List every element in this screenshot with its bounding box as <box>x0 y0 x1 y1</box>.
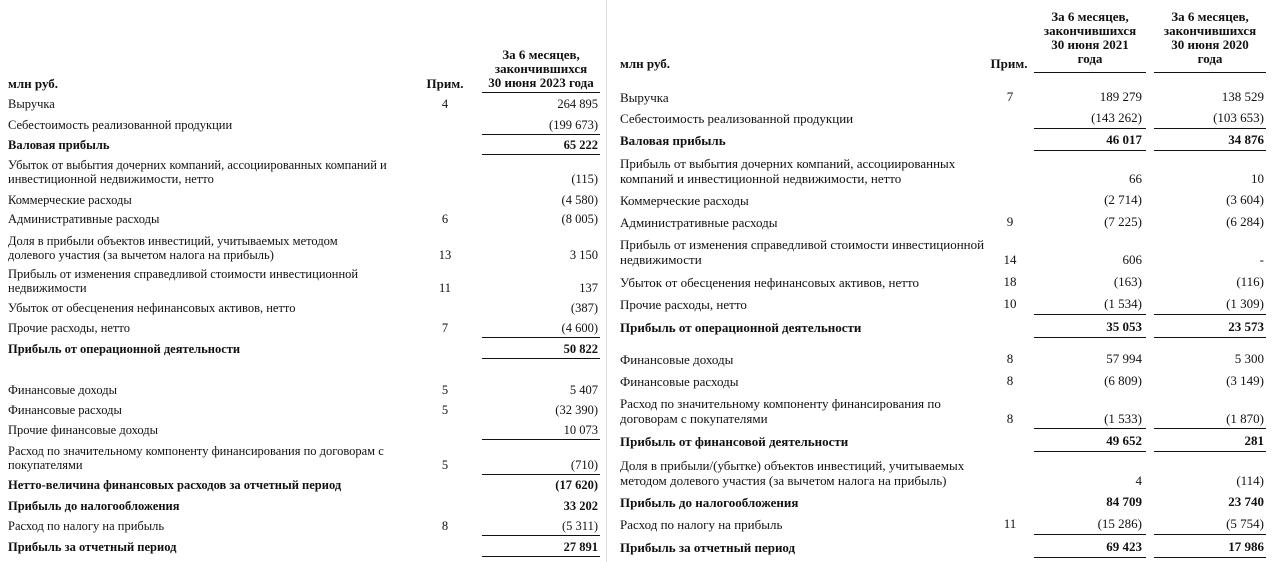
row-value-2021: 46 017 <box>1106 132 1142 147</box>
row-note: 10 <box>1003 296 1017 311</box>
table-row <box>0 97 604 111</box>
row-note: 11 <box>1003 516 1017 531</box>
row-value-2020: 10 <box>1251 171 1264 186</box>
underline-2020 <box>1154 150 1266 151</box>
row-value: 3 150 <box>569 248 598 262</box>
row-value-2020: 23 740 <box>1228 494 1264 509</box>
table-row <box>610 193 1280 208</box>
row-label: Прибыль до налогообложения <box>620 495 799 510</box>
table-row <box>610 540 1280 555</box>
row-label: Выручка <box>8 97 55 111</box>
row-value-2020: (6 284) <box>1226 214 1264 229</box>
table-row <box>610 111 1280 126</box>
row-value: 27 891 <box>563 540 598 554</box>
underline-2020 <box>1154 314 1266 315</box>
row-value-2020: (3 604) <box>1226 192 1264 207</box>
underline-2021 <box>1034 534 1146 535</box>
table-row <box>0 158 604 186</box>
row-value-2020: 34 876 <box>1228 132 1264 147</box>
row-label: Нетто-величина финансовых расходов за отчетный период <box>8 478 342 492</box>
row-note: 6 <box>441 212 449 226</box>
row-label: Расход по налогу на прибыль <box>620 517 783 532</box>
row-value-2020: (5 754) <box>1226 516 1264 531</box>
row-value-2021: (143 262) <box>1091 110 1142 125</box>
row-note: 7 <box>1006 89 1014 104</box>
header-underline-2 <box>1154 72 1266 73</box>
underline-2020 <box>1154 337 1266 338</box>
row-value: (17 620) <box>555 478 598 492</box>
row-label: Прибыль до налогообложения <box>8 499 180 513</box>
underline-2020 <box>1154 534 1266 535</box>
row-value-2021: 49 652 <box>1106 433 1142 448</box>
row-label: Валовая прибыль <box>620 133 726 148</box>
note-header: Прим. <box>426 76 464 91</box>
header-underline-1 <box>1034 72 1146 73</box>
table-row <box>0 321 604 335</box>
row-label: Прибыль от изменения справедливой стоимости инвестиционной недвижимости <box>8 267 359 295</box>
table-row <box>610 352 1280 367</box>
row-value-2020: (1 309) <box>1226 296 1264 311</box>
row-label: Себестоимость реализованной продукции <box>620 111 854 126</box>
period-header: За 6 месяцев, закончившихся 30 июня 2023 года <box>488 47 594 90</box>
row-value: (8 005) <box>561 212 598 226</box>
row-label: Коммерческие расходы <box>620 193 749 208</box>
subtotal-line <box>482 535 600 536</box>
row-value-2021: 57 994 <box>1106 351 1142 366</box>
row-note: 11 <box>438 281 452 295</box>
table-row <box>610 458 1280 488</box>
row-note: 4 <box>441 97 449 111</box>
row-value-2021: 84 709 <box>1106 494 1142 509</box>
row-label: Административные расходы <box>8 212 160 226</box>
underline-2021 <box>1034 557 1146 558</box>
row-value-2021: (1 534) <box>1104 296 1142 311</box>
row-value-2020: - <box>1259 252 1264 267</box>
row-value: 264 895 <box>557 97 598 111</box>
table-row <box>0 301 604 315</box>
table-row <box>610 133 1280 148</box>
subtotal-line <box>482 337 600 338</box>
panel-divider <box>606 0 607 562</box>
note-header: Прим. <box>990 56 1028 71</box>
total-line <box>482 154 600 155</box>
row-value-2021: 35 053 <box>1106 319 1142 334</box>
row-value-2021: (163) <box>1113 274 1142 289</box>
row-value-2021: (7 225) <box>1104 214 1142 229</box>
row-value: (32 390) <box>555 403 598 417</box>
underline-2021 <box>1034 150 1146 151</box>
income-statement-2023 <box>0 0 604 562</box>
row-label: Прибыль от операционной деятельности <box>8 342 241 356</box>
row-value-2020: (1 870) <box>1226 411 1264 426</box>
row-value-2020: (116) <box>1236 274 1264 289</box>
table-row <box>610 275 1280 290</box>
row-value-2020: 5 300 <box>1234 351 1264 366</box>
row-value: (115) <box>571 172 598 186</box>
row-label: Прочие расходы, нетто <box>620 297 747 312</box>
row-label: Административные расходы <box>620 215 778 230</box>
subtotal-line <box>482 474 600 475</box>
table-row <box>610 396 1280 426</box>
row-label: Коммерческие расходы <box>8 193 132 207</box>
row-value-2021: 4 <box>1135 473 1142 488</box>
table-row <box>0 118 604 132</box>
row-value-2021: (2 714) <box>1104 192 1142 207</box>
underline-2021 <box>1034 451 1146 452</box>
row-label: Финансовые доходы <box>8 383 117 397</box>
row-value-2021: 606 <box>1122 252 1142 267</box>
table-row <box>610 90 1280 105</box>
table-row <box>0 403 604 417</box>
row-note: 18 <box>1003 274 1017 289</box>
row-value-2021: 69 423 <box>1106 539 1142 554</box>
underline-2020 <box>1154 557 1266 558</box>
row-value-2021: (1 533) <box>1104 411 1142 426</box>
table-row <box>0 342 604 356</box>
table-row <box>610 320 1280 335</box>
unit-label: млн руб. <box>620 56 671 71</box>
row-note: 8 <box>1006 373 1014 388</box>
row-label: Себестоимость реализованной продукции <box>8 118 233 132</box>
row-value: (199 673) <box>549 118 598 132</box>
income-statement-2021-2020 <box>610 0 1280 562</box>
underline-2021 <box>1034 314 1146 315</box>
table-row <box>0 267 604 295</box>
row-note: 5 <box>441 458 449 472</box>
row-value-2020: 281 <box>1244 433 1264 448</box>
underline-2020 <box>1154 428 1266 429</box>
row-note: 5 <box>441 403 449 417</box>
total-line <box>482 358 600 359</box>
row-note: 8 <box>441 519 449 533</box>
row-label: Расход по налогу на прибыль <box>8 519 165 533</box>
unit-label: млн руб. <box>8 76 59 91</box>
table-row <box>610 156 1280 186</box>
row-value: (5 311) <box>562 519 598 533</box>
row-label: Валовая прибыль <box>8 138 110 152</box>
row-label: Финансовые расходы <box>8 403 122 417</box>
row-value-2021: (15 286) <box>1097 516 1142 531</box>
row-label: Прибыль за отчетный период <box>620 540 796 555</box>
table-row <box>0 193 604 207</box>
total-line <box>482 556 600 557</box>
row-value-2020: 138 529 <box>1221 89 1264 104</box>
row-note: 13 <box>438 248 452 262</box>
row-value: 137 <box>579 281 598 295</box>
row-label: Прочие расходы, нетто <box>8 321 130 335</box>
row-label: Прибыль за отчетный период <box>8 540 177 554</box>
row-value: 65 222 <box>563 138 598 152</box>
table-row <box>610 374 1280 389</box>
table-row <box>610 517 1280 532</box>
row-value: (710) <box>570 458 598 472</box>
table-row <box>0 234 604 262</box>
row-label: Убыток от выбытия дочерних компаний, ассоциированных компаний и инвестиционной недвижимости, нетто <box>8 158 387 186</box>
table-row <box>610 297 1280 312</box>
row-value-2020: (114) <box>1236 473 1264 488</box>
underline-2020 <box>1154 451 1266 452</box>
row-value: (4 600) <box>561 321 598 335</box>
table-row <box>0 540 604 554</box>
row-label: Доля в прибыли объектов инвестиций, учитываемых методом долевого участия (за вычетом налога на прибыль) <box>8 234 338 262</box>
period1-header: За 6 месяцев, закончившихся 30 июня 2021 года <box>1043 9 1137 66</box>
table-row <box>0 499 604 513</box>
row-note: 8 <box>1006 411 1014 426</box>
row-note: 8 <box>1006 351 1014 366</box>
row-note: 5 <box>441 383 449 397</box>
row-label: Расход по значительному компоненту финансирования по договорам с покупателями <box>620 396 941 426</box>
underline-2021 <box>1034 128 1146 129</box>
row-label: Финансовые доходы <box>620 352 734 367</box>
row-value-2020: 23 573 <box>1228 319 1264 334</box>
table-row <box>0 138 604 152</box>
row-label: Прибыль от финансовой деятельности <box>620 434 849 449</box>
row-value-2021: 189 279 <box>1099 89 1142 104</box>
row-label: Выручка <box>620 90 669 105</box>
underline-2021 <box>1034 337 1146 338</box>
row-value: 33 202 <box>563 499 598 513</box>
row-note: 7 <box>441 321 449 335</box>
underline-2021 <box>1034 428 1146 429</box>
table-row <box>610 434 1280 449</box>
table-row <box>0 444 604 472</box>
row-value: 50 822 <box>563 342 598 356</box>
row-value: (4 580) <box>561 193 598 207</box>
row-label: Финансовые расходы <box>620 374 739 389</box>
row-value-2020: (3 149) <box>1226 373 1264 388</box>
row-value-2020: 17 986 <box>1228 539 1264 554</box>
table-row <box>0 423 604 437</box>
table-row <box>0 212 604 226</box>
row-label: Прибыль от изменения справедливой стоимости инвестиционной недвижимости <box>620 237 985 267</box>
row-note: 14 <box>1003 252 1017 267</box>
row-label: Прибыль от операционной деятельности <box>620 320 862 335</box>
row-value: 5 407 <box>569 383 598 397</box>
row-value-2021: (6 809) <box>1104 373 1142 388</box>
row-note: 9 <box>1006 214 1014 229</box>
table-row <box>610 215 1280 230</box>
table-row <box>0 383 604 397</box>
row-label: Расход по значительному компоненту финансирования по договорам с покупателями <box>8 444 384 472</box>
table-row <box>610 237 1280 267</box>
row-label: Убыток от обесценения нефинансовых активов, нетто <box>8 301 296 315</box>
row-value: 10 073 <box>563 423 598 437</box>
table-row <box>0 519 604 533</box>
row-label: Прочие финансовые доходы <box>8 423 159 437</box>
underline-2020 <box>1154 128 1266 129</box>
subtotal-line <box>482 134 600 135</box>
table-row <box>0 478 604 492</box>
row-value-2020: (103 653) <box>1213 110 1264 125</box>
row-label: Доля в прибыли/(убытке) объектов инвестиций, учитываемых методом долевого участия (за вычетом налога на прибыль) <box>620 458 965 488</box>
row-label: Прибыль от выбытия дочерних компаний, ассоциированных компаний и инвестиционной недвижимости, нетто <box>620 156 956 186</box>
table-row <box>610 495 1280 510</box>
row-value-2021: 66 <box>1129 171 1142 186</box>
row-label: Убыток от обесценения нефинансовых активов, нетто <box>620 275 919 290</box>
header-underline <box>482 92 600 93</box>
period2-header: За 6 месяцев, закончившихся 30 июня 2020 года <box>1163 9 1257 66</box>
row-value: (387) <box>570 301 598 315</box>
subtotal-line <box>482 439 600 440</box>
